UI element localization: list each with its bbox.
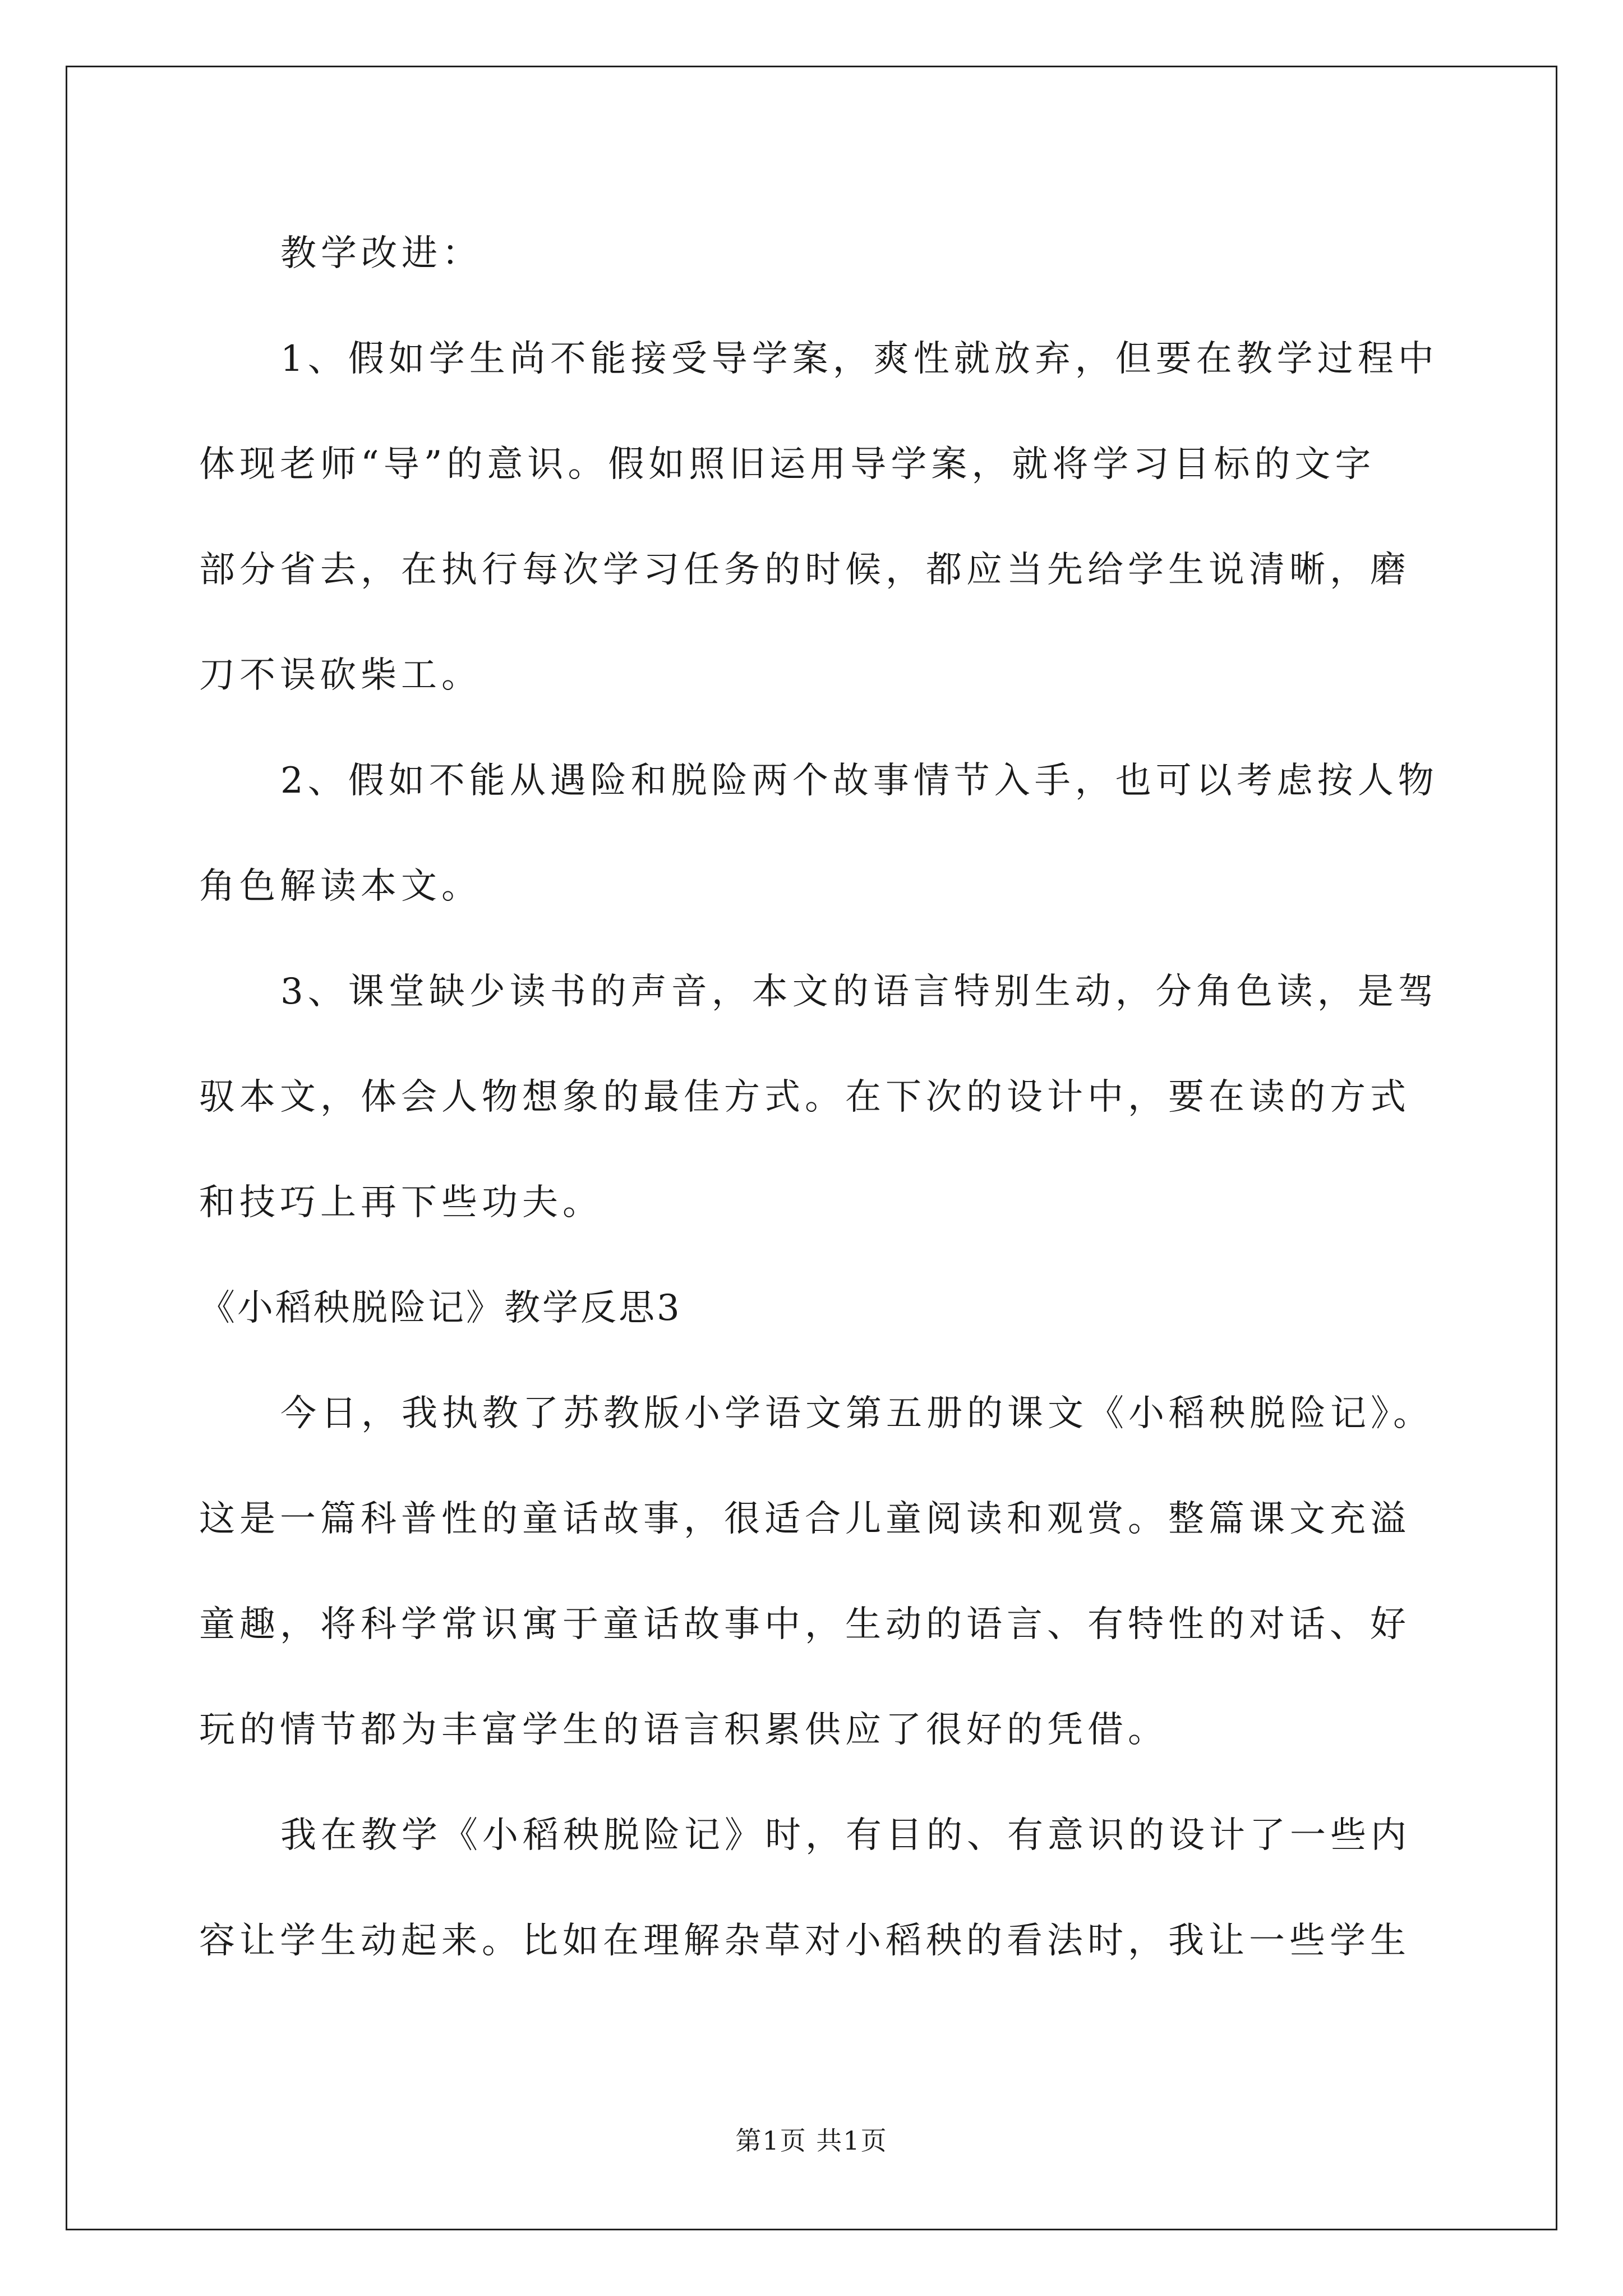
text-line: 今日，我执教了苏教版小学语文第五册的课文《小稻秧脱险记》。 xyxy=(280,1393,1433,1434)
text-line: 我在教学《小稻秧脱险记》时，有目的、有意识的设计了一些内 xyxy=(280,1815,1411,1856)
text-line: 玩的情节都为丰富学生的语言积累供应了很好的凭借。 xyxy=(199,1709,1168,1751)
text-line: 童趣，将科学常识寓于童话故事中，生动的语言、有特性的对话、好 xyxy=(199,1604,1410,1645)
page-footer: 第1页 共1页 xyxy=(735,2125,888,2156)
section-heading: 《小稻秧脱险记》教学反思3 xyxy=(199,1287,682,1329)
page-border xyxy=(66,66,1557,2230)
text-line: 3、课堂缺少读书的声音，本文的语言特别生动，分角色读，是驾 xyxy=(280,971,1438,1013)
text-line: 角色解读本文。 xyxy=(199,866,482,907)
text-line: 驭本文，体会人物想象的最佳方式。在下次的设计中，要在读的方式 xyxy=(199,1076,1410,1118)
text-line: 1、假如学生尚不能接受导学案，爽性就放弃，但要在教学过程中 xyxy=(280,338,1438,380)
text-line: 教学改进： xyxy=(280,233,482,274)
text-line: 部分省去，在执行每次学习任务的时候，都应当先给学生说清晰，磨 xyxy=(199,549,1410,591)
text-line: 这是一篇科普性的童话故事，很适合儿童阅读和观赏。整篇课文充溢 xyxy=(199,1498,1410,1540)
text-line: 容让学生动起来。比如在理解杂草对小稻秧的看法时，我让一些学生 xyxy=(199,1920,1410,1962)
text-line: 2、假如不能从遇险和脱险两个故事情节入手，也可以考虑按人物 xyxy=(280,760,1438,802)
text-line: 刀不误砍柴工。 xyxy=(199,655,482,696)
text-line: 体现老师“导”的意识。假如照旧运用导学案，就将学习目标的文字 xyxy=(199,444,1376,485)
text-line: 和技巧上再下些功夫。 xyxy=(199,1182,603,1223)
